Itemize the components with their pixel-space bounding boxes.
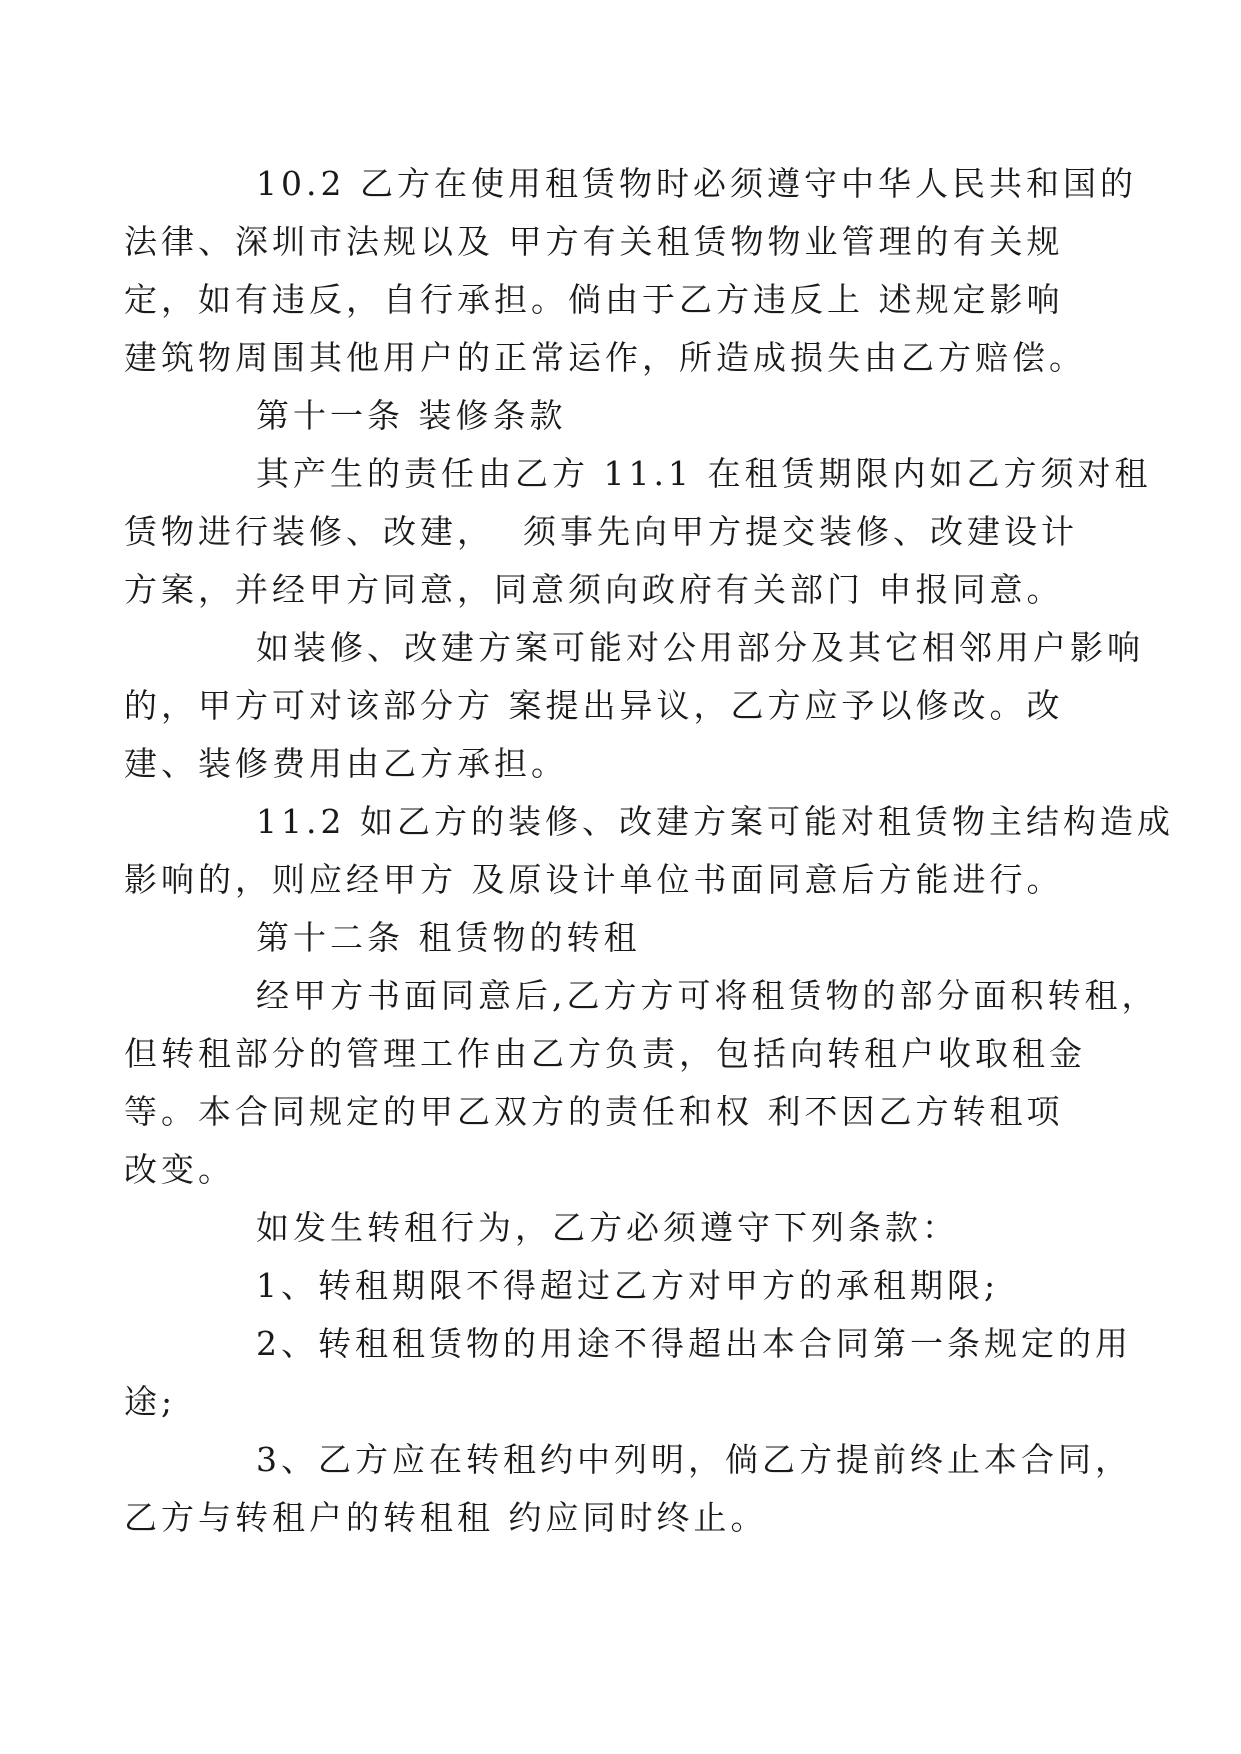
document-body [124, 155, 1174, 1547]
text-line: 1、转租期限不得超过乙方对甲方的承租期限; [256, 1266, 1000, 1305]
text-line: 的，甲方可对该部分方 案提出异议，乙方应予以修改。改 [124, 686, 1064, 725]
paragraph-12-sublease [124, 967, 1159, 1199]
text-line: 建筑物周围其他用户的正常运作，所造成损失由乙方赔偿。 [124, 338, 1086, 377]
text-line: 影响的，则应经甲方 及原设计单位书面同意后方能进行。 [124, 860, 1064, 899]
text-line: 如发生转租行为，乙方必须遵守下列条款： [256, 1208, 959, 1247]
paragraph-11-1 [124, 445, 1152, 619]
list-item-12-3 [124, 1431, 1132, 1547]
paragraph-12-terms-intro [190, 1199, 1070, 1257]
text-line: 经甲方书面同意后,乙方方可将租赁物的部分面积转租， [256, 976, 1159, 1015]
text-line: 途; [124, 1382, 177, 1421]
text-line: 法律、深圳市法规以及 甲方有关租赁物物业管理的有关规 [124, 222, 1064, 261]
heading-article-11 [190, 387, 1070, 445]
text-line: 乙方与转租户的转租租 约应同时终止。 [124, 1498, 768, 1537]
text-line: 其产生的责任由乙方 11.1 在租赁期限内如乙方须对租 [256, 454, 1152, 493]
paragraph-11-2 [124, 793, 1174, 909]
text-line: 建、装修费用由乙方承担。 [124, 744, 568, 783]
paragraph-11-1-objection [124, 619, 1144, 793]
list-item-12-1 [190, 1257, 1070, 1315]
text-line: 如装修、改建方案可能对公用部分及其它相邻用户影响 [256, 628, 1144, 667]
text-line: 赁物进行装修、改建， 须事先向甲方提交装修、改建设计 [124, 512, 1078, 551]
text-line: 等。本合同规定的甲乙双方的责任和权 利不因乙方转租项 [124, 1092, 1064, 1131]
heading-article-12 [190, 909, 1070, 967]
section-heading: 第十一条 装修条款 [256, 396, 567, 435]
text-line: 10.2 乙方在使用租赁物时必须遵守中华人民共和国的 [256, 164, 1137, 203]
section-heading: 第十二条 租赁物的转租 [256, 918, 641, 957]
paragraph-10-2 [124, 155, 1137, 387]
text-line: 2、转租租赁物的用途不得超出本合同第一条规定的用 [256, 1324, 1132, 1363]
text-line: 3、乙方应在转租约中列明，倘乙方提前终止本合同， [256, 1440, 1132, 1479]
text-line: 方案，并经甲方同意，同意须向政府有关部门 申报同意。 [124, 570, 1064, 609]
list-item-12-2 [124, 1315, 1132, 1431]
text-line: 定，如有违反，自行承担。倘由于乙方违反上 述规定影响 [124, 280, 1064, 319]
text-line: 但转租部分的管理工作由乙方负责，包括向转租户收取租金 [124, 1034, 1086, 1073]
text-line: 11.2 如乙方的装修、改建方案可能对租赁物主结构造成 [256, 802, 1174, 841]
text-line: 改变。 [124, 1150, 235, 1189]
